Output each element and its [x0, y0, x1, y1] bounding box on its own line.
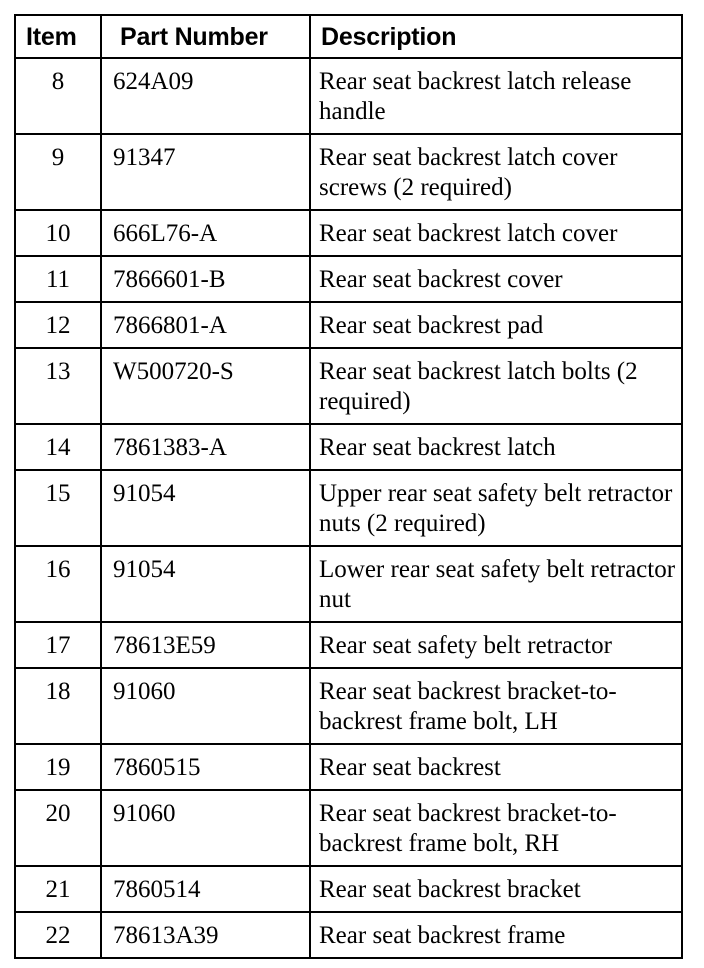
- cell-part-number: 7860514: [101, 866, 310, 912]
- cell-description: Rear seat backrest latch cover: [310, 210, 682, 256]
- table-row: [15, 58, 682, 134]
- cell-description: Upper rear seat safety belt retractor nuts (2 required): [310, 470, 682, 546]
- header-part-number: Part Number: [101, 15, 310, 58]
- cell-item: 12: [15, 302, 101, 348]
- cell-item: 16: [15, 546, 101, 622]
- cell-description: Rear seat backrest latch release handle: [310, 58, 682, 134]
- table-header: [15, 15, 682, 58]
- cell-item: 22: [15, 912, 101, 958]
- table-row: [15, 210, 682, 256]
- cell-description: Rear seat backrest latch cover screws (2 required): [310, 134, 682, 210]
- table-row: [15, 424, 682, 470]
- cell-item: 18: [15, 668, 101, 744]
- cell-part-number: 78613E59: [101, 622, 310, 668]
- table-body: [15, 58, 682, 958]
- header-row: [15, 15, 682, 58]
- table-row: [15, 744, 682, 790]
- cell-description: Rear seat backrest bracket-to-backrest frame bolt, RH: [310, 790, 682, 866]
- table-row: [15, 256, 682, 302]
- cell-item: 9: [15, 134, 101, 210]
- cell-item: 21: [15, 866, 101, 912]
- table-row: [15, 668, 682, 744]
- header-item: Item: [15, 15, 101, 58]
- cell-item: 17: [15, 622, 101, 668]
- table-row: [15, 622, 682, 668]
- cell-part-number: 7866801-A: [101, 302, 310, 348]
- cell-part-number: 91054: [101, 546, 310, 622]
- cell-description: Rear seat backrest bracket-to-backrest frame bolt, LH: [310, 668, 682, 744]
- table-row: [15, 470, 682, 546]
- table-row: [15, 546, 682, 622]
- cell-description: Rear seat backrest latch: [310, 424, 682, 470]
- cell-description: Rear seat backrest bracket: [310, 866, 682, 912]
- table-row: [15, 134, 682, 210]
- cell-description: Rear seat backrest cover: [310, 256, 682, 302]
- cell-item: 8: [15, 58, 101, 134]
- header-description: Description: [310, 15, 682, 58]
- cell-description: Rear seat backrest frame: [310, 912, 682, 958]
- cell-description: Rear seat backrest latch bolts (2 required): [310, 348, 682, 424]
- table-row: [15, 912, 682, 958]
- cell-part-number: 91060: [101, 790, 310, 866]
- cell-item: 11: [15, 256, 101, 302]
- cell-part-number: 91347: [101, 134, 310, 210]
- cell-part-number: 7866601-B: [101, 256, 310, 302]
- cell-item: 14: [15, 424, 101, 470]
- table-row: [15, 302, 682, 348]
- parts-table: [14, 14, 683, 959]
- cell-part-number: 78613A39: [101, 912, 310, 958]
- cell-part-number: 7861383-A: [101, 424, 310, 470]
- cell-part-number: W500720-S: [101, 348, 310, 424]
- cell-part-number: 666L76-A: [101, 210, 310, 256]
- table-row: [15, 348, 682, 424]
- cell-part-number: 91060: [101, 668, 310, 744]
- cell-item: 15: [15, 470, 101, 546]
- cell-part-number: 91054: [101, 470, 310, 546]
- cell-item: 20: [15, 790, 101, 866]
- cell-item: 13: [15, 348, 101, 424]
- cell-description: Lower rear seat safety belt retractor nut: [310, 546, 682, 622]
- cell-item: 19: [15, 744, 101, 790]
- table-row: [15, 866, 682, 912]
- cell-description: Rear seat safety belt retractor: [310, 622, 682, 668]
- cell-part-number: 624A09: [101, 58, 310, 134]
- cell-description: Rear seat backrest: [310, 744, 682, 790]
- table-row: [15, 790, 682, 866]
- cell-description: Rear seat backrest pad: [310, 302, 682, 348]
- cell-part-number: 7860515: [101, 744, 310, 790]
- cell-item: 10: [15, 210, 101, 256]
